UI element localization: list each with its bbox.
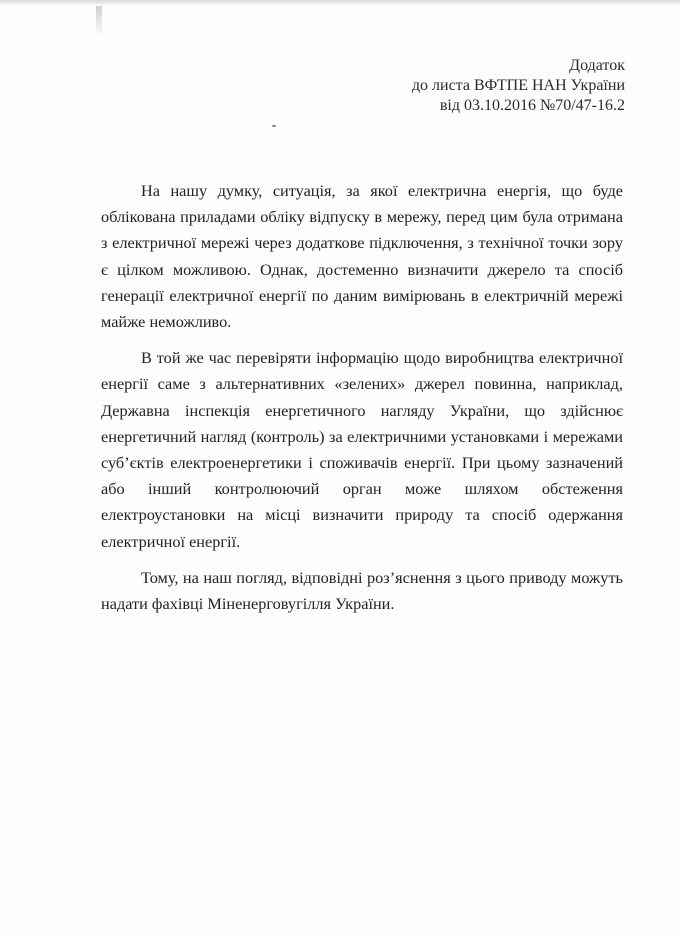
- scan-edge: [0, 0, 680, 6]
- scan-speck: [272, 125, 276, 127]
- paragraph: В той же час перевіряти інформацію щодо виробництва електричної енергії саме з альтернативних «зелених» джерел повинна, наприклад, Державна інспекція енергетичного нагляду України, що здійснює енергетичний нагляд (контроль) за електричними установками і мережами суб’єктів електроенергетики і споживачів енергії. При цьому зазначений або інший контролюючий орган може шляхом обстеження електроустановки на місці визначити природу та спосіб одержання електричної енергії.: [101, 348, 623, 551]
- paragraph: На нашу думку, ситуація, за якої електрична енергія, що буде облікована приладами обліку відпуску в мережу, перед цим була отримана з електричної мережі через додаткове підключення, з технічної точки зору є цілком можливою. Однак, достеменно визначити джерело та спосіб генерації електричної енергії по даним вимірювань в електричній мережі майже неможливо.: [101, 181, 623, 332]
- letter-body: [101, 178, 623, 627]
- appendix-label: Додаток: [569, 57, 625, 74]
- scan-mark: [96, 6, 102, 36]
- letter-reference: до листа ВФТПЕ НАН України: [411, 77, 625, 94]
- paragraph: Тому, на наш погляд, відповідні роз’яснення з цього приводу можуть надати фахівці Міненерговугілля України.: [101, 567, 623, 614]
- appendix-header: [412, 56, 625, 116]
- letter-date-number: від 03.10.2016 №70/47-16.2: [439, 97, 625, 114]
